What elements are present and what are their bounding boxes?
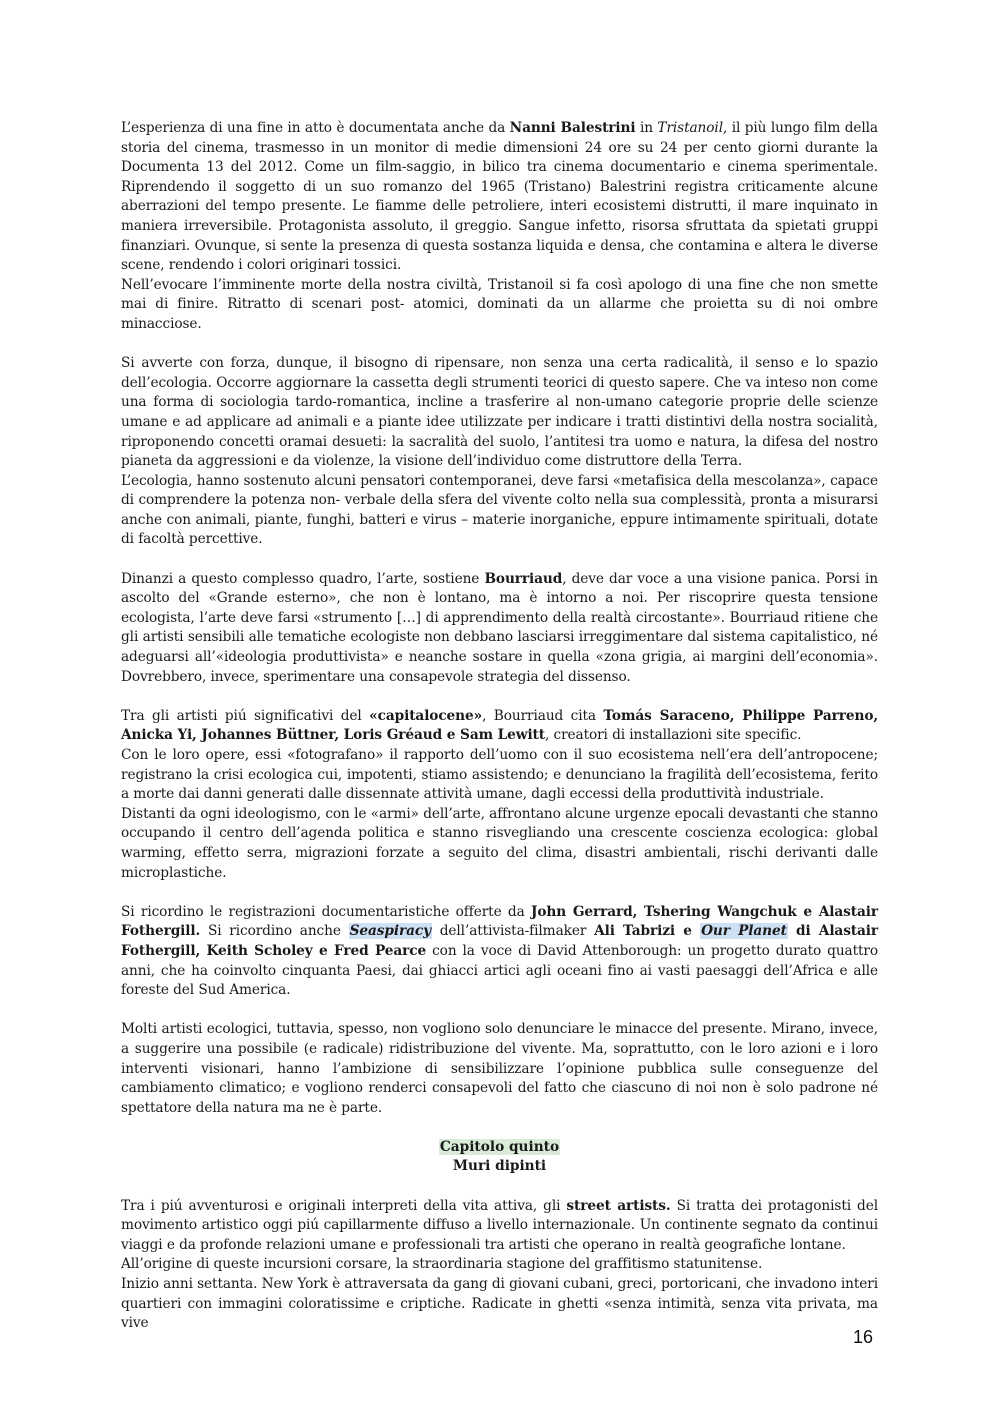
- bold-term: street artists.: [566, 1197, 671, 1214]
- text: Si ricordino anche: [200, 923, 349, 940]
- text: Tra i piú avventurosi e originali interpreti della vita attiva, gli: [121, 1197, 567, 1214]
- paragraph: Molti artisti ecologici, tuttavia, spesso, non vogliono solo denunciare le minacce del presente. Mirano, invece, a suggerire una possibile (e radicale) ridistribuzione del vivente. Ma, soprattutto, con le loro azioni e i loro interventi visionari, hanno l’ambizione di sensibilizzare l’opinione pubblica sulle conseguenze del cambiamento climatico; e vogliono renderci consapevoli del fatto che ciascuno di noi non è solo padrone né spettatore della natura ma ne è parte.: [121, 1021, 878, 1116]
- paragraph: Inizio anni settanta. New York è attraversata da gang di giovani cubani, greci, portoricani, che invadono interi quartieri con immagini coloratissime e criptiche. Radicate in ghetti «senza intimità, senza vita privata, ma vive: [121, 1276, 878, 1332]
- paragraph: Con le loro opere, essi «fotografano» il rapporto dell’uomo con il suo ecosistema nell’era dell’antropocene; registrano la crisi ecologica cui, impotenti, stiamo assistendo; e denunciano la fragilità dell’ecosistema, ferito a morte dai danni generati dalle dissennate attività umane, dagli eccessi della produttività industriale.: [121, 747, 878, 803]
- paragraph: [121, 903, 878, 1001]
- text: , deve dar voce a una visione panica. Porsi in ascolto del «Grande esterno», che non è lontano, ma è intorno a noi. Per riscoprire questa tensione ecologista, l’arte deve farsi «strumento […] di apprendimento della realtà circostante». Bourriaud ritiene che gli artisti sensibili alle tematiche ecologiste non debbano lasciarsi irreggimentare dal sistema capitalistico, né adeguarsi all’«ideologia produttivista» e neanche sostare in quella «zona grigia, ai margini dell’economia». Dovrebbero, invece, sperimentare una consapevole strategia del dissenso.: [121, 570, 878, 685]
- spacer: [121, 883, 878, 903]
- chapter-heading: [121, 1138, 878, 1177]
- text: , il più lungo film della storia del cinema, trasmesso in un monitor di medie dimensioni 24 ore su 24 per cento giorni durante la Documenta 13 del 2012. Come un film-saggio, in bilico tra cinema documentario e cinema sperimentale. Riprendendo il soggetto di un suo romanzo del 1965 (Tristano) Balestrini registra criticamente alcune aberrazioni del tempo presente. Le fiamme delle petroliere, interi ecosistemi distrutti, il mare inquinato in maniera irreversibile. Protagonista assoluto, il greggio. Sangue infetto, risorsa sfruttata da spietati gruppi finanziari. Ovunque, si sente la presenza di questa sostanza liquida e densa, che contamina e altera le diverse scene, rendendo i colori originari tossici.: [121, 120, 878, 274]
- paragraph: [121, 707, 878, 746]
- paragraph: L’ecologia, hanno sostenuto alcuni pensatori contemporanei, deve farsi «metafisica della mescolanza», capace di comprendere la potenza non- verbale della sfera del vivente colto nella sua complessità, pronta a misurarsi anche con animali, piante, funghi, batteri e virus – materie inorganiche, eppure intimamente spirituali, dotate di facoltà percettive.: [121, 472, 878, 548]
- text: Tra gli artisti piú significativi del: [121, 707, 370, 724]
- paragraph: Si avverte con forza, dunque, il bisogno di ripensare, non senza una certa radicalità, il senso e lo spazio dell’ecologia. Occorre aggiornare la cassetta degli strumenti teorici di questo sapere. Che va inteso non come una forma di sociologia tardo-romantica, incline a trasferire al non-umano categorie proprie delle scienze umane e ad applicare ad animali e a piante idee utilizzate per indicare i tratti distintivi della nostra socialità, riproponendo concetti oramai desueti: la sacralità del suolo, l’antitesi tra uomo e natura, la difesa del nostro pianeta da aggressioni e da violenze, la visione dell’individuo come distruttore della Terra.: [121, 355, 878, 470]
- bold-names: John Gerrard, Tshering Wangchuk e Alastair Fothergill.: [121, 903, 878, 940]
- text: Si tratta dei protagonisti del movimento artistico oggi piú capillarmente diffuso a livello internazionale. Un continente segnato da continui viaggi e da profonde relazioni umane e professionali tra artisti che operano in realtà geografiche lontane.: [121, 1197, 878, 1253]
- text: Dinanzi a questo complesso quadro, l’arte, sostiene: [121, 570, 485, 587]
- text: , Bourriaud cita: [482, 707, 604, 724]
- paragraph: Distanti da ogni ideologismo, con le «armi» dell’arte, affrontano alcune urgenze epocali devastanti che stanno occupando il centro dell’agenda politica e stanno risvegliando una crescente coscienza ecologica: global warming, effetto serra, migrazioni forzate a seguito del clima, disastri ambientali, rischi derivanti dalle microplastiche.: [121, 805, 878, 881]
- film-title: Tristanoil: [657, 120, 723, 136]
- paragraph: [121, 1197, 878, 1256]
- spacer: [121, 335, 878, 355]
- highlighted-title: Seaspiracy: [349, 923, 431, 940]
- spacer: [121, 1177, 878, 1197]
- text: Si ricordino le registrazioni documentaristiche offerte da: [121, 903, 531, 920]
- highlighted-title: Our Planet: [701, 923, 787, 940]
- text: in: [635, 120, 658, 136]
- spacer: [121, 550, 878, 570]
- spacer: [121, 1001, 878, 1021]
- bold-names: di Alastair Fothergill, Keith Scholey e Fred Pearce: [121, 923, 879, 959]
- bold-term: «capitalocene»: [369, 707, 483, 724]
- chapter-number: Capitolo quinto: [439, 1138, 560, 1155]
- paragraph: Nell’evocare l’imminente morte della nostra civiltà, Tristanoil si fa così apologo di una fine che non smette mai di finire. Ritratto di scenari post- atomici, dominati da un allarme che proietta su di noi ombre minacciose.: [121, 276, 878, 332]
- text: dell’attivista-filmaker: [431, 923, 595, 940]
- bold-names: Tomás Saraceno, Philippe Parreno, Anicka Yi, Johannes Büttner, Loris Gréaud e Sam Lewitt: [121, 707, 879, 744]
- spacer: [121, 687, 878, 707]
- text-column: [121, 119, 878, 1334]
- page-number: 16: [853, 1327, 874, 1347]
- bold-name: Bourriaud: [484, 570, 563, 587]
- spacer: [121, 1118, 878, 1138]
- paragraph: [121, 119, 878, 276]
- text: con la voce di David Attenborough: un progetto durato quattro anni, che ha coinvolto cinquanta Paesi, dai ghiacci artici agli oceani fino ai vasti paesaggi dell’Africa e alle foreste del Sud America.: [121, 942, 878, 999]
- text: L’esperienza di una fine in atto è documentata anche da: [121, 120, 510, 136]
- bold-name: Nanni Balestrini: [509, 120, 636, 136]
- paragraph: All’origine di queste incursioni corsare, la straordinaria stagione del graffitismo statunitense.: [121, 1256, 763, 1273]
- bold-names: Ali Tabrizi e: [594, 923, 701, 940]
- chapter-title: Muri dipinti: [452, 1158, 547, 1175]
- paragraph: [121, 570, 878, 688]
- text: , creatori di installazioni site specific.: [545, 727, 802, 744]
